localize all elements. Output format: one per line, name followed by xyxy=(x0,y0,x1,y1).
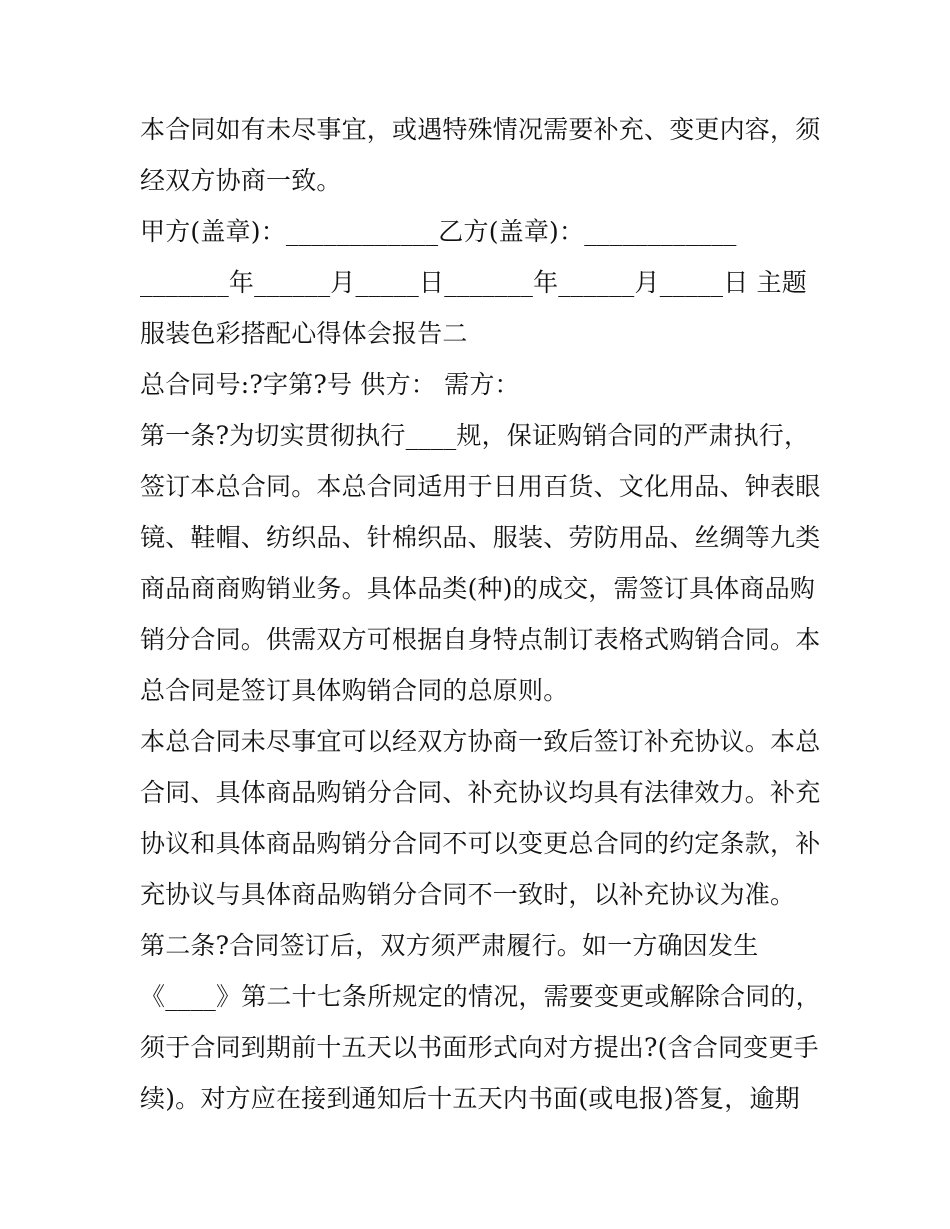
text-line: 续)。对方应在接到通知后十五天内书面(或电报)答复，逾期 xyxy=(140,1084,800,1113)
text-line: 《____》第二十七条所规定的情况，需要变更或解除合同的， xyxy=(140,982,821,1011)
section-title: 服装色彩搭配心得体会报告二 xyxy=(140,319,468,348)
text-line: 合同、具体商品购销分合同、补充协议均具有法律效力。补充 xyxy=(140,778,821,807)
document-body xyxy=(140,104,820,1124)
text-line: 第一条?为切实贯彻执行____规，保证购销合同的严肃执行， xyxy=(140,421,810,450)
contract-header: 总合同号:?字第?号 供方： 需方： xyxy=(140,370,520,399)
signature-line: 甲方(盖章)：____________乙方(盖章)：____________ xyxy=(140,217,737,246)
text-line: 充协议与具体商品购销分合同不一致时，以补充协议为准。 xyxy=(140,880,796,909)
text-line: 镜、鞋帽、纺织品、针棉织品、服装、劳防用品、丝绸等九类 xyxy=(140,523,821,552)
text-line: 须于合同到期前十五天以书面形式向对方提出?(含合同变更手 xyxy=(140,1033,819,1062)
text-line: 总合同是签订具体购销合同的总原则。 xyxy=(140,676,569,705)
text-line: 本合同如有未尽事宜，或遇特殊情况需要补充、变更内容，须 xyxy=(140,115,821,144)
date-line: _______年______月_____日_______年______月_____日 主题 xyxy=(140,268,807,297)
text-line: 签订本总合同。本总合同适用于日用百货、文化用品、钟表眼 xyxy=(140,472,821,501)
text-line: 第二条?合同签订后，双方须严肃履行。如一方确因发生 xyxy=(140,931,759,960)
text-line: 商品商商购销业务。具体品类(种)的成交，需签订具体商品购 xyxy=(140,574,816,603)
text-line: 协议和具体商品购销分合同不可以变更总合同的约定条款，补 xyxy=(140,829,821,858)
text-line: 经双方协商一致。 xyxy=(140,166,342,195)
text-line: 销分合同。供需双方可根据自身特点制订表格式购销合同。本 xyxy=(140,625,821,654)
text-line: 本总合同未尽事宜可以经双方协商一致后签订补充协议。本总 xyxy=(140,727,821,756)
